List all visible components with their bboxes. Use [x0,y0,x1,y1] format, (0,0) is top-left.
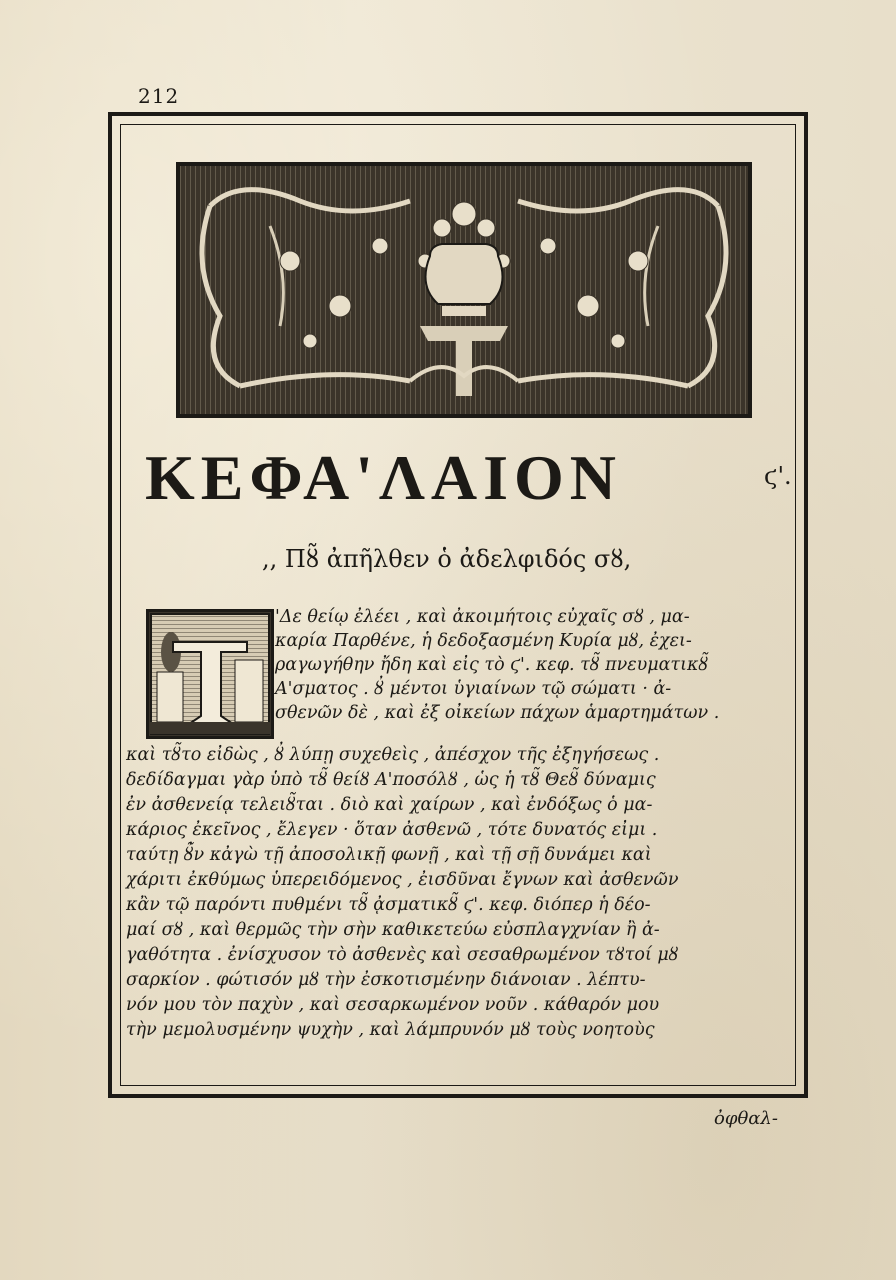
vase-garland-ornament-icon [180,166,748,414]
text-line: γαθότητα . ἐνίσχυσον τὸ ἀσθενὲς καὶ σεσαθρωμένον τȣτοί μȣ [126,945,679,965]
text-line: σαρκίον . φώτισόν μȣ τὴν ἐσκοτισμένην διάνοιαν . λέπτυ- [126,970,646,990]
text-line: καὶ τȣ̃το εἰδὼς , ȣ̓ λύπῃ συχεθεὶς , ἀπέσχον τῆς ἐξηγήσεως . [126,745,660,765]
text-line: τὴν μεμολυσμένην ψυχὴν , καὶ λάμπρυνόν μȣ τοὺς νοητοὺς [126,1020,655,1040]
text-line: κάριος ἐκεῖνος , ἔλεγεν · ὅταν ἀσθενῶ , τότε δυνατός εἰμι . [126,820,658,840]
text-line: καρία Παρθένε, ἡ δεδοξασμένη Κυρία μȣ, ἐχει- [275,631,692,651]
chapter-title: ΚΕΦΑ'ΛΑΙΟΝ [145,442,622,513]
drop-cap-initial [146,609,274,739]
text-line: σθενῶν δὲ , καὶ ἐξ οἰκείων πάχων ἁμαρτημάτων . [275,703,720,723]
chapter-number: ϛ'. [764,462,792,490]
text-line: Α'σματος . ȣ̓ μέντοι ὑγιαίνων τῷ σώματι · ἀ- [275,679,672,699]
headpiece-ornament [176,162,752,418]
text-line: ραγωγήθην ἤδη καὶ εἰς τὸ ϛ'. κεφ. τȣ̃ πνευματικȣ̃ [275,655,709,675]
text-line: δεδίδαγμαι γὰρ ὑπὸ τȣ̃ θείȣ Α'ποσόλȣ , ὡς ἡ τȣ̃ Θεȣ̃ δύναμις [126,770,656,790]
chapter-heading-verse: ,, Πȣ̃ ἀπῆλθεν ὁ ἀδελφιδός σȣ, [262,545,632,573]
text-line: χάριτι ἐκθύμως ὑπερειδόμενος , ἐισδῦναι ἔγνων καὶ ἀσθενῶν [126,870,679,890]
text-line: ταύτῃ ȣ̓̃ν κἀγὼ τῇ ἀποσολικῇ φωνῇ , καὶ τῇ σῇ δυνάμει καὶ [126,845,652,865]
text-line: ἐν ἀσθενείᾳ τελειȣ̃ται . διὸ καὶ χαίρων , καὶ ἐνδόξως ὁ μα- [126,795,653,815]
decorated-initial-icon [149,612,271,736]
text-line: κἂν τῷ παρόντι πυθμένι τȣ̃ ᾀσματικȣ̃ ϛ'. κεφ. διόπερ ἡ δέο- [126,895,651,915]
text-line: 'Δε θείῳ ἐλέει , καὶ ἀκοιμήτοις εὐχαῖς σȣ , μα- [275,607,690,627]
catchword: ὀφθαλ- [714,1108,778,1129]
text-line: νόν μου τὸν παχὺν , καὶ σεσαρκωμένον νοῦν . κάθαρόν μου [126,995,660,1015]
text-line: μαί σȣ , καὶ θερμῶς τὴν σὴν καθικετεύω εὐσπλαγχνίαν ἢ ἀ- [126,920,660,940]
page-number: 212 [138,84,180,108]
